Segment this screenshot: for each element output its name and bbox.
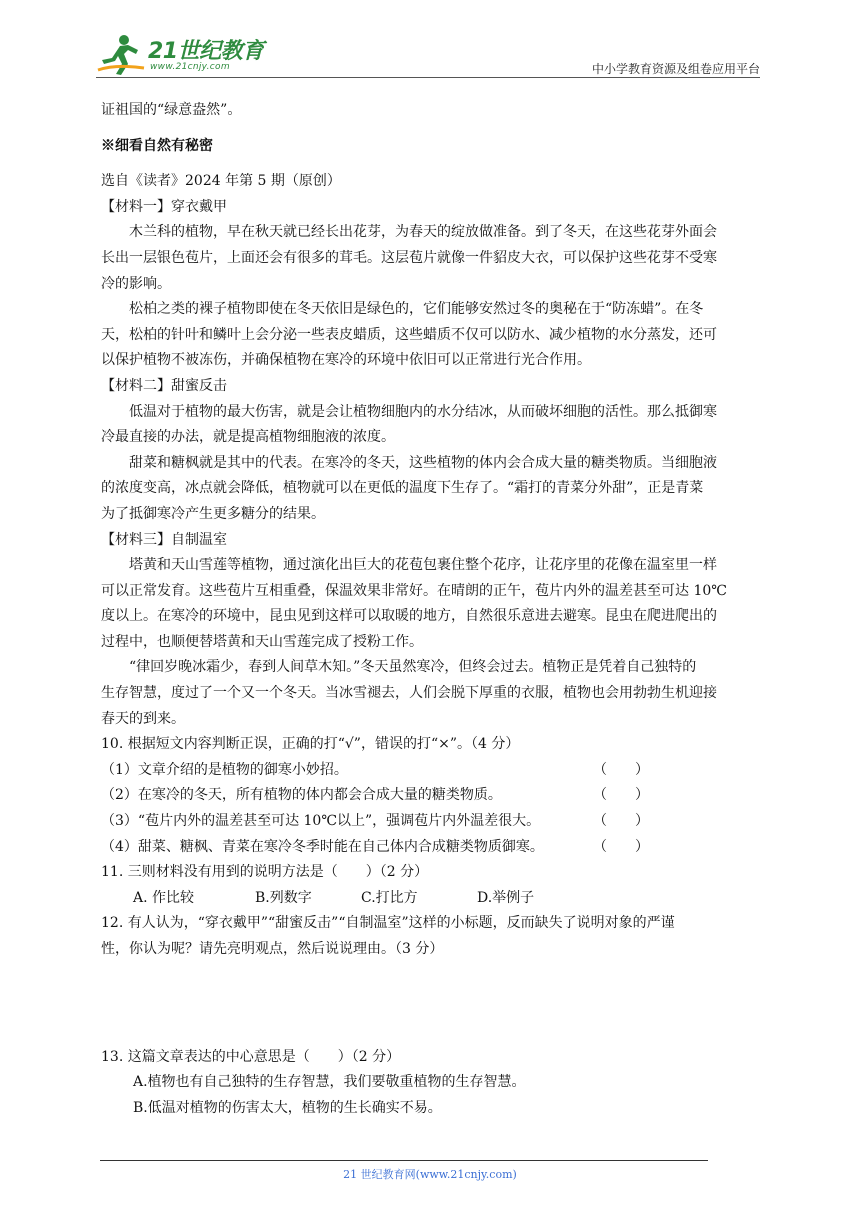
paragraph-line: 塔黄和天山雪莲等植物，通过演化出巨大的花苞包裹住整个花序，让花序里的花像在温室里一样: [129, 557, 717, 574]
answer-blank[interactable]: （ ）: [593, 838, 649, 855]
document-body: [101, 98, 761, 1121]
source-line: 选自《读者》2024 年第 5 期（原创）: [101, 173, 341, 190]
paragraph-line: 生存智慧，度过了一个又一个冬天。当冰雪褪去，人们会脱下厚重的衣服，植物也会用勃勃生机迎接: [101, 685, 717, 702]
paragraph-line: 过程中，也顺便替塔黄和天山雪莲完成了授粉工作。: [101, 633, 423, 650]
judgment-item: [101, 783, 761, 809]
option-b[interactable]: B.列数字: [255, 889, 312, 906]
brand-logo[interactable]: [96, 34, 266, 76]
option-a[interactable]: A.植物也有自己独特的生存智慧，我们要敬重植物的生存智慧。: [133, 1074, 526, 1091]
answer-space[interactable]: [101, 963, 761, 1045]
platform-tagline: 中小学教育资源及组卷应用平台: [591, 62, 760, 76]
paragraph-line: 低温对于植物的最大伤害，就是会让植物细胞内的水分结冰，从而破坏细胞的活性。那么抵御寒: [129, 403, 717, 420]
continued-line: 证祖国的“绿意盎然”。: [101, 102, 242, 118]
footer-divider: [100, 1160, 708, 1161]
judgment-item-text: （3）“苞片内外的温差甚至可达 10℃以上”，强调苞片内外温差很大。: [101, 813, 541, 830]
page-header: [96, 30, 760, 80]
answer-blank[interactable]: （ ）: [593, 813, 649, 830]
material-3-title: 【材料三】自制温室: [101, 531, 227, 548]
option-a[interactable]: A. 作比较: [133, 889, 195, 906]
paragraph-line: 度以上。在寒冷的环境中，昆虫见到这样可以取暖的地方，自然很乐意进去避寒。昆虫在爬进爬出的: [101, 608, 717, 625]
material-2-title: 【材料二】甜蜜反击: [101, 377, 227, 394]
paragraph-line: 的浓度变高，冰点就会降低，植物就可以在更低的温度下生存了。“霜打的青菜分外甜”，正是青菜: [101, 480, 704, 497]
paragraph-line: 天，松柏的针叶和鳞叶上会分泌一些表皮蜡质，这些蜡质不仅可以防水、减少植物的水分蒸发，还可: [101, 326, 717, 343]
paragraph-line: 以保护植物不被冻伤，并确保植物在寒冷的环境中依旧可以正常进行光合作用。: [101, 352, 591, 369]
brand-name: 21世纪教育: [148, 39, 264, 64]
material-1-title: 【材料一】穿衣戴甲: [101, 198, 227, 215]
judgment-item: [101, 758, 761, 784]
question-12-line: 12. 有人认为，“穿衣戴甲”“甜蜜反击”“自制温室”这样的小标题，反而缺失了说明对象的严谨: [101, 915, 675, 932]
option-b[interactable]: B.低温对植物的伤害太大，植物的生长确实不易。: [133, 1099, 442, 1116]
option-c[interactable]: C.打比方: [361, 889, 418, 906]
paragraph-line: 为了抵御寒冷产生更多糖分的结果。: [101, 505, 325, 522]
paragraph-line: 可以正常发育。这些苞片互相重叠，保温效果非常好。在晴朗的正午，苞片内外的温差甚至可达 10℃: [101, 582, 727, 599]
section-title: ※细看自然有秘密: [101, 137, 213, 154]
option-d[interactable]: D.举例子: [477, 889, 535, 906]
question-11-options: [101, 886, 761, 912]
brand-url: www.21cnjy.com: [150, 62, 230, 72]
paragraph-line: 冷的影响。: [101, 275, 171, 292]
header-divider: [96, 77, 760, 78]
judgment-item-text: （2）在寒冷的冬天，所有植物的体内都会合成大量的糖类物质。: [101, 787, 502, 804]
judgment-item: [101, 835, 761, 861]
judgment-item: [101, 809, 761, 835]
answer-blank[interactable]: （ ）: [593, 761, 649, 778]
paragraph-line: “律回岁晚冰霜少，春到人间草木知。”冬天虽然寒冷，但终会过去。植物正是凭着自己独特的: [129, 659, 697, 676]
judgment-item-text: （4）甜菜、糖枫、青菜在寒冷冬季时能在自己体内合成糖类物质御寒。: [101, 838, 544, 855]
judgment-item-text: （1）文章介绍的是植物的御寒小妙招。: [101, 761, 348, 778]
question-13-stem: 13. 这篇文章表达的中心意思是（ ）（2 分）: [101, 1048, 401, 1065]
paragraph-line: 春天的到来。: [101, 710, 185, 727]
paragraph-line: 松柏之类的裸子植物即使在冬天依旧是绿色的，它们能够安然过冬的奥秘在于“防冻蜡”。在冬: [129, 301, 704, 318]
footer-link[interactable]: 21 世纪教育网(www.21cnjy.com): [343, 1168, 517, 1181]
answer-blank[interactable]: （ ）: [593, 787, 649, 804]
question-12-line: 性，你认为呢？请先亮明观点，然后说说理由。（3 分）: [101, 941, 444, 957]
question-10-stem: 10. 根据短文内容判断正误，正确的打“√”，错误的打“×”。（4 分）: [101, 736, 520, 753]
paragraph-line: 木兰科的植物，早在秋天就已经长出花芽，为春天的绽放做准备。到了冬天，在这些花芽外面会: [129, 224, 717, 241]
paragraph-line: 冷最直接的办法，就是提高植物细胞液的浓度。: [101, 429, 395, 446]
question-11-stem: 11. 三则材料没有用到的说明方法是（ ）（2 分）: [101, 864, 429, 881]
runner-icon: [96, 34, 148, 76]
paragraph-line: 甜菜和糖枫就是其中的代表。在寒冷的冬天，这些植物的体内会合成大量的糖类物质。当细胞液: [129, 454, 717, 471]
paragraph-line: 长出一层银色苞片，上面还会有很多的茸毛。这层苞片就像一件貂皮大衣，可以保护这些花芽不受寒: [101, 249, 717, 266]
